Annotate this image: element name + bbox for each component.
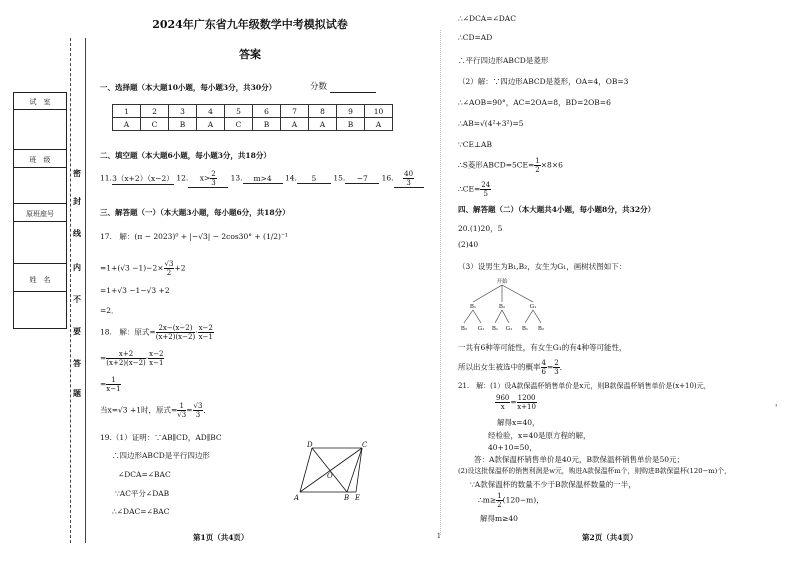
q18-final bbox=[100, 402, 211, 419]
r-line4: （2）解：∵四边形ABCD是菱形，OA=4，OB=3 bbox=[458, 77, 629, 86]
section3-heading: 三、解答题（一）（本大题3小题，每小题6分，共18分） bbox=[100, 208, 290, 217]
tree-edge bbox=[502, 310, 509, 323]
q21-line7: (2)设这批保温杯的销售利润是w元，购进A款保温杯m个，则购进B款保温杯(120−m)个， bbox=[458, 467, 731, 475]
q12-den: 3 bbox=[211, 179, 216, 187]
q18-line3 bbox=[100, 376, 121, 393]
tree-edge bbox=[473, 285, 502, 302]
q12-label: 12. bbox=[176, 173, 189, 183]
q16-label: 16. bbox=[381, 173, 394, 183]
q20-line2: (2)40 bbox=[458, 240, 479, 249]
section4-heading: 四、解答题（二）（本大题共4小题，每小题8分，共32分） bbox=[458, 205, 656, 214]
tree-diagram bbox=[455, 275, 550, 335]
score-label: 分数 bbox=[310, 82, 328, 92]
tree-edge bbox=[473, 310, 481, 323]
q20-num1: 4 bbox=[541, 359, 546, 367]
class-label: 班 级 bbox=[29, 156, 51, 164]
q17-fraction bbox=[164, 260, 175, 277]
q17-line3: =1+√3 −1−√3 +2 bbox=[100, 286, 170, 295]
q16-fraction bbox=[403, 170, 414, 187]
question-number: 6 bbox=[253, 105, 281, 118]
q18-f5-num: 1 bbox=[106, 376, 120, 385]
rhombus-figure bbox=[292, 440, 367, 505]
q18-prefix: 18. 解：原式= bbox=[100, 327, 156, 337]
r-line8 bbox=[458, 157, 563, 174]
seat-number-cell[interactable] bbox=[14, 221, 66, 222]
q17-den: 2 bbox=[166, 269, 172, 277]
q21-line1: 21. 解：(1）设A款保温杯销售单价是x元，则B款保温杯销售单价是(x+10)元， bbox=[458, 382, 711, 390]
point-e-label: E bbox=[355, 494, 361, 502]
q21-9-tail: (120−m)， bbox=[502, 495, 544, 505]
q18-line1 bbox=[100, 324, 214, 341]
q18-f6-num: 1 bbox=[177, 402, 186, 411]
q21-9-den: 2 bbox=[497, 501, 502, 509]
seal-char: 答 bbox=[73, 358, 81, 368]
question-number: 10 bbox=[365, 105, 393, 118]
q21-f1-num: 960 bbox=[496, 394, 510, 402]
diagonal-ac bbox=[300, 448, 362, 492]
name-label: 姓 名 bbox=[29, 276, 51, 284]
binding-dashed-line bbox=[70, 38, 71, 543]
q19-line3: ∠DCA=∠BAC bbox=[118, 470, 171, 479]
tree-leaf: G₁ bbox=[477, 326, 485, 332]
answer-cell: A bbox=[197, 118, 225, 131]
r8-prefix: ∴S菱形ABCD=5CE= bbox=[458, 160, 535, 170]
q18-fraction-7 bbox=[193, 402, 204, 419]
q18-f5-den: x−1 bbox=[106, 385, 121, 393]
answer-cell: A bbox=[365, 118, 393, 131]
q18-f7-den: 3 bbox=[195, 411, 201, 419]
q18-f4-num: x−2 bbox=[149, 350, 164, 358]
q18-f1-den: (x+2)(x−2) bbox=[155, 333, 196, 341]
r8-num: 1 bbox=[535, 157, 540, 165]
section1-heading: 一、选择题（本大题10小题，每小题3分，共30分） bbox=[100, 83, 277, 92]
q21-line4: 经检验，x=40是原方程的解， bbox=[488, 431, 591, 440]
q18-line2 bbox=[100, 350, 164, 367]
tree-leaf: B₂ bbox=[460, 326, 468, 332]
edge-cb bbox=[347, 448, 362, 492]
q17-line1: 17. 解：(π − 2023)⁰ + |−√3| − 2cos30° + (1/2)⁻¹ bbox=[100, 232, 288, 241]
q17-line4: =2． bbox=[100, 306, 119, 315]
table-row bbox=[113, 105, 393, 118]
answer-cell: C bbox=[225, 118, 253, 131]
question-number: 2 bbox=[141, 105, 169, 118]
q12-num: 2 bbox=[211, 170, 216, 178]
q19-line5: ∴∠DAC=∠BAC bbox=[112, 507, 170, 516]
q18-f2-den: x−1 bbox=[198, 333, 213, 341]
score-field[interactable] bbox=[330, 92, 376, 93]
segment-ce bbox=[356, 448, 362, 492]
question-number: 4 bbox=[197, 105, 225, 118]
q18-f7-num: √3 bbox=[193, 402, 203, 410]
answer-cell: A bbox=[113, 118, 141, 131]
student-info-table bbox=[13, 92, 67, 329]
q20-den1: 6 bbox=[541, 368, 546, 376]
q17-num: √3 bbox=[164, 260, 174, 268]
answer-cell: B bbox=[253, 118, 281, 131]
q18-fraction-2 bbox=[198, 324, 214, 341]
q18-f2-num: x−2 bbox=[198, 324, 213, 332]
point-c-label: C bbox=[362, 441, 367, 449]
page-subtitle: 答案 bbox=[239, 48, 261, 61]
r-line9 bbox=[458, 181, 491, 198]
tree-node: B₂ bbox=[498, 304, 506, 310]
q21-line8: ∵A款保温杯的数量不少于B款保温杯数量的一半， bbox=[470, 480, 636, 489]
q21-equals: = bbox=[510, 397, 517, 407]
point-b-label: B bbox=[344, 494, 350, 502]
r8-den: 2 bbox=[535, 166, 540, 174]
q21-f2-num: 1200 bbox=[517, 394, 536, 402]
r-line7: ∵CE⊥AB bbox=[458, 140, 492, 149]
q13-label: 13. bbox=[230, 173, 243, 183]
q20-line5 bbox=[458, 359, 567, 376]
r-line2: ∴CD=AD bbox=[458, 33, 493, 42]
q21-equation bbox=[495, 394, 537, 411]
q19-line2: ∴四边形ABCD是平行四边形 bbox=[112, 451, 210, 460]
q11-answer: 3（x+2）（x−2） bbox=[112, 173, 174, 183]
question-number: 7 bbox=[281, 105, 309, 118]
q21-fraction-2 bbox=[517, 394, 537, 411]
q18-fraction-5 bbox=[106, 376, 120, 393]
section2-heading: 二、填空题（本大题6小题，每小题3分，共18分） bbox=[100, 151, 271, 160]
exam-room-label: 试 室 bbox=[29, 98, 51, 106]
q18-fraction-4 bbox=[145, 350, 164, 367]
answer-cell: A bbox=[309, 118, 337, 131]
tree-leaf: B₁ bbox=[521, 326, 529, 332]
tree-edge bbox=[464, 310, 473, 323]
q20-line3: （3）设男生为B₁,B₂，女生为G₁，画树状图如下： bbox=[458, 262, 627, 271]
diagonal-db bbox=[312, 448, 347, 492]
q18-end: ． bbox=[203, 405, 211, 415]
q18-f6-den: √3 bbox=[177, 411, 187, 419]
q21-line6: 答：A款保温杯销售单价是40元，B款保温杯销售单价是50元； bbox=[474, 455, 685, 464]
q20-num2: 2 bbox=[554, 359, 559, 367]
q17-line2-text: =1+(√3 −1)−2× bbox=[100, 263, 164, 273]
q18-fraction-1 bbox=[155, 324, 198, 341]
q17-line2-tail: +2 bbox=[174, 263, 186, 273]
q21-f1-den: x bbox=[500, 403, 505, 411]
q16-num: 40 bbox=[404, 170, 414, 178]
q18-equals: = bbox=[186, 405, 193, 415]
binding-solid-line bbox=[85, 38, 86, 543]
tree-leaf: B₂ bbox=[537, 326, 545, 332]
q21-line5: 40+10=50， bbox=[488, 443, 537, 452]
q18-fraction-3 bbox=[106, 350, 145, 367]
r-line1: ∴∠DCA=∠DAC bbox=[458, 14, 516, 23]
seal-char: 题 bbox=[73, 388, 81, 398]
name-cell[interactable] bbox=[14, 291, 66, 292]
q20-5-prefix: 所以出女生被选中的概率 bbox=[458, 362, 541, 372]
tree-edge bbox=[525, 310, 533, 323]
q12-fraction bbox=[210, 170, 216, 187]
q19-line4: ∵AC平分∠DAB bbox=[115, 489, 170, 498]
q21-9-prefix: ∴m≥ bbox=[478, 495, 497, 505]
seat-number-label: 原班座号 bbox=[26, 210, 54, 218]
point-a-label: A bbox=[294, 494, 300, 502]
seal-char: 要 bbox=[73, 326, 81, 336]
seal-char: 密 bbox=[73, 168, 81, 178]
choice-answer-table bbox=[112, 104, 393, 131]
q18-f4-den: x−1 bbox=[149, 359, 164, 367]
q14-answer: 5 bbox=[297, 174, 331, 184]
q20-equals: = bbox=[546, 362, 554, 372]
q20-end: ． bbox=[559, 362, 568, 372]
edge-da bbox=[300, 448, 312, 492]
q21-line10: 解得m≥40 bbox=[480, 514, 518, 523]
r8-tail: ×8×6 bbox=[540, 160, 563, 170]
q15-label: 15. bbox=[333, 173, 346, 183]
tree-edge bbox=[533, 310, 541, 323]
q15-answer: −7 bbox=[345, 174, 379, 184]
q21-comma: ， bbox=[775, 398, 783, 407]
q20-line4: 一共有6种等可能性，有女生G₁的有4种等可能性， bbox=[458, 343, 627, 352]
r-line6: ∴AB=√(4²+3²)=5 bbox=[458, 119, 524, 128]
tree-node: B₁ bbox=[469, 304, 477, 310]
q18-f1-num: 2x−(x−2) bbox=[156, 324, 195, 333]
q16-answer bbox=[394, 170, 424, 188]
q21-line3: 解得x=40， bbox=[497, 418, 540, 427]
fill-blank-answers bbox=[100, 170, 424, 188]
q18-f3-num: x+2 bbox=[106, 350, 145, 359]
q11-label: 11. bbox=[100, 173, 112, 183]
q20-line1: 20.(1)20，5 bbox=[458, 224, 503, 233]
class-cell[interactable] bbox=[14, 167, 66, 168]
seal-char: 不 bbox=[73, 294, 81, 304]
r9-fraction bbox=[480, 181, 491, 198]
q18-fraction-6 bbox=[177, 402, 186, 419]
exam-room-cell[interactable] bbox=[14, 109, 66, 110]
q18-dot: · bbox=[145, 353, 149, 363]
r9-prefix: ∴CE= bbox=[458, 184, 481, 194]
r-line5: ∴∠AOB=90°，AC=2OA=8，BD=2OB=6 bbox=[458, 98, 611, 107]
q13-answer: m>4 bbox=[243, 174, 283, 184]
tree-edge bbox=[495, 310, 502, 323]
page-title: 2024年广东省九年级数学中考模拟试卷 bbox=[152, 18, 348, 31]
question-number: 1 bbox=[113, 105, 141, 118]
r9-den: 5 bbox=[483, 190, 488, 198]
q17-line2 bbox=[100, 260, 186, 277]
q21-f2-den: x+10 bbox=[517, 403, 536, 411]
q18-equals: = bbox=[100, 353, 107, 363]
q21-9-num: 1 bbox=[497, 492, 502, 500]
footer-page-left: 第1页（共4页） bbox=[193, 533, 249, 542]
table-row bbox=[113, 118, 393, 131]
question-number: 9 bbox=[337, 105, 365, 118]
q21-line9 bbox=[478, 492, 544, 509]
tree-root: 开始 bbox=[496, 279, 508, 285]
footer-center-number: 1 bbox=[437, 533, 441, 540]
tree-edge bbox=[502, 285, 533, 302]
r-line3: ∴平行四边形ABCD是菱形 bbox=[458, 56, 549, 65]
question-number: 8 bbox=[309, 105, 337, 118]
tree-node: G₁ bbox=[529, 304, 537, 310]
point-d-label: D bbox=[307, 441, 313, 449]
q14-label: 14. bbox=[284, 173, 297, 183]
question-number: 5 bbox=[225, 105, 253, 118]
q18-f3-den: (x+2)(x−2) bbox=[106, 359, 146, 367]
q12-prefix: x> bbox=[199, 173, 211, 183]
q18-dot: · bbox=[195, 327, 198, 337]
footer-page-right: 第2页（共4页） bbox=[582, 533, 638, 542]
answer-cell: B bbox=[337, 118, 365, 131]
q21-fraction-1 bbox=[495, 394, 510, 411]
r9-num: 24 bbox=[481, 181, 491, 189]
page-divider bbox=[440, 30, 441, 535]
point-o-label: O bbox=[327, 472, 333, 480]
answer-cell: B bbox=[169, 118, 197, 131]
q20-den2: 3 bbox=[554, 368, 559, 376]
q12-answer bbox=[188, 170, 228, 188]
q19-line1: 19.（1）证明：∵AB∥CD，AD∥BC bbox=[100, 433, 222, 442]
answer-cell: C bbox=[141, 118, 169, 131]
tree-leaf: G₁ bbox=[505, 326, 513, 332]
seal-char: 线 bbox=[73, 228, 81, 238]
tree-leaf: B₁ bbox=[491, 326, 499, 332]
seal-char: 内 bbox=[73, 262, 81, 272]
seal-char: 封 bbox=[73, 196, 81, 206]
q16-den: 3 bbox=[406, 179, 411, 187]
q18-equals: = bbox=[100, 379, 107, 389]
answer-cell: A bbox=[281, 118, 309, 131]
question-number: 3 bbox=[169, 105, 197, 118]
q18-final-text: 当x=√3 +1时，原式= bbox=[100, 405, 178, 415]
